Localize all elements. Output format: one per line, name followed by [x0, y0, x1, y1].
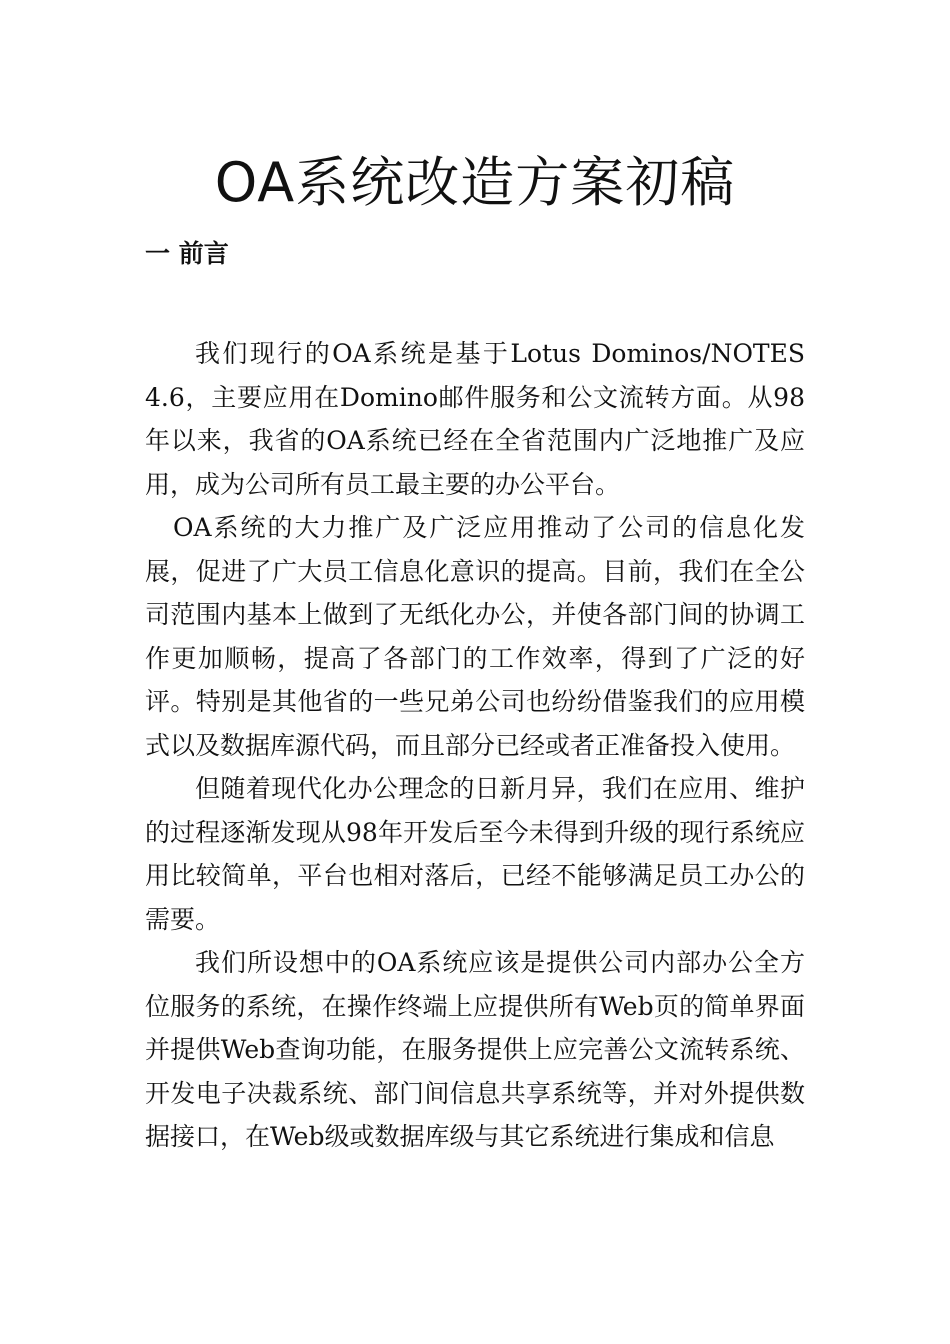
- section-heading: 一 前言: [145, 239, 229, 268]
- paragraph: OA系统的大力推广及广泛应用推动了公司的信息化发展，促进了广大员工信息化意识的提高。目前，我们在全公司范围内基本上做到了无纸化办公，并使各部门间的协调工作更加顺畅，提高了各部门的工作效率，得到了广泛的好评。特别是其他省的一些兄弟公司也纷纷借鉴我们的应用模式以及数据库源代码，而且部分已经或者正准备投入使用。: [145, 513, 805, 760]
- paragraph: 我们现行的OA系统是基于Lotus Dominos/NOTES 4.6，主要应用在Domino邮件服务和公文流转方面。从98年以来，我省的OA系统已经在全省范围内广泛地推广及应用，成为公司所有员工最主要的办公平台。: [145, 339, 805, 499]
- document-title: OA系统改造方案初稿: [214, 151, 736, 214]
- paragraph: 我们所设想中的OA系统应该是提供公司内部办公全方位服务的系统，在操作终端上应提供所有Web页的简单界面并提供Web查询功能，在服务提供上应完善公文流转系统、开发电子决裁系统、部门间信息共享系统等，并对外提供数据接口，在Web级或数据库级与其它系统进行集成和信息: [145, 948, 805, 1151]
- document-body: [145, 332, 805, 1159]
- paragraph: 但随着现代化办公理念的日新月异，我们在应用、维护的过程逐渐发现从98年开发后至今未得到升级的现行系统应用比较简单，平台也相对落后，已经不能够满足员工办公的需要。: [145, 774, 805, 934]
